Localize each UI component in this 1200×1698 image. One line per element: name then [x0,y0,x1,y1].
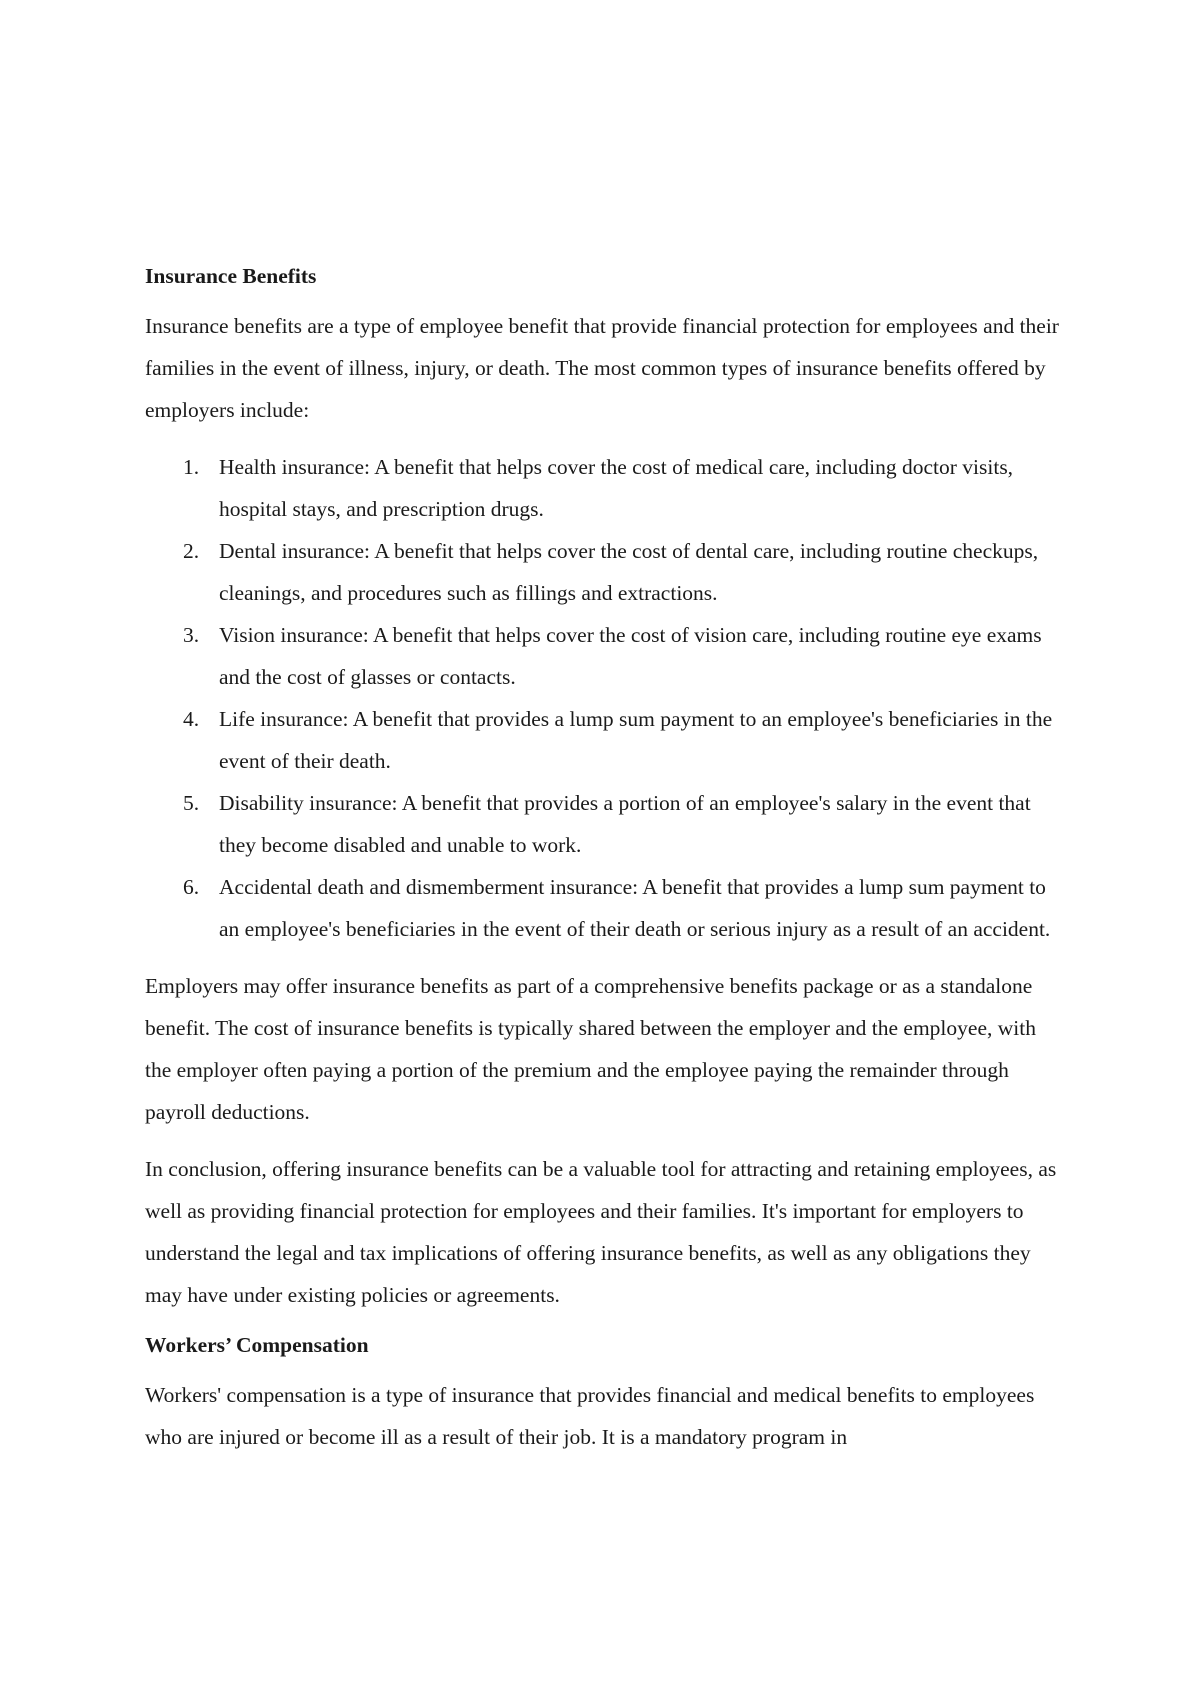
list-item [145,446,1060,530]
list-item-text: Dental insurance: A benefit that helps cover the cost of dental care, including routine checkups, cleanings, and procedures such as fillings and extractions. [219,539,1039,605]
insurance-types-list [145,446,1060,950]
section-heading-insurance-benefits: Insurance Benefits [145,264,317,288]
insurance-intro-paragraph: Insurance benefits are a type of employee benefit that provide financial protection for employees and their families in the event of illness, injury, or death. The most common types of insurance benefits offered by employers include: [145,314,1059,422]
workers-comp-paragraph: Workers' compensation is a type of insurance that provides financial and medical benefits to employees who are injured or become ill as a result of their job. It is a mandatory program in [145,1383,1035,1449]
list-item-number: 6. [183,875,200,899]
list-item [145,866,1060,950]
list-item-text: Disability insurance: A benefit that provides a portion of an employee's salary in the event that they become disabled and unable to work. [219,791,1031,857]
list-item-number: 5. [183,791,200,815]
list-item-text: Vision insurance: A benefit that helps cover the cost of vision care, including routine eye exams and the cost of glasses or contacts. [219,623,1042,689]
list-item-number: 3. [183,623,200,647]
list-item [145,614,1060,698]
list-item-text: Accidental death and dismemberment insurance: A benefit that provides a lump sum payment to an employee's beneficiaries in the event of their death or serious injury as a result of an accident. [219,875,1051,941]
list-item [145,782,1060,866]
list-item [145,530,1060,614]
insurance-cost-paragraph: Employers may offer insurance benefits as part of a comprehensive benefits package or as a standalone benefit. The cost of insurance benefits is typically shared between the employer and the employee, with the employer often paying a portion of the premium and the employee paying the remainder through payroll deductions. [145,974,1036,1124]
insurance-conclusion-paragraph: In conclusion, offering insurance benefits can be a valuable tool for attracting and retaining employees, as well as providing financial protection for employees and their families. It's important for employers to understand the legal and tax implications of offering insurance benefits, as well as any obligations they may have under existing policies or agreements. [145,1157,1057,1307]
list-item-number: 1. [183,455,200,479]
list-item [145,698,1060,782]
document-page [145,262,1060,1473]
section-heading-workers-compensation: Workers’ Compensation [145,1333,369,1357]
list-item-number: 2. [183,539,200,563]
list-item-number: 4. [183,707,200,731]
list-item-text: Life insurance: A benefit that provides a lump sum payment to an employee's beneficiaries in the event of their death. [219,707,1053,773]
list-item-text: Health insurance: A benefit that helps cover the cost of medical care, including doctor visits, hospital stays, and prescription drugs. [219,455,1014,521]
